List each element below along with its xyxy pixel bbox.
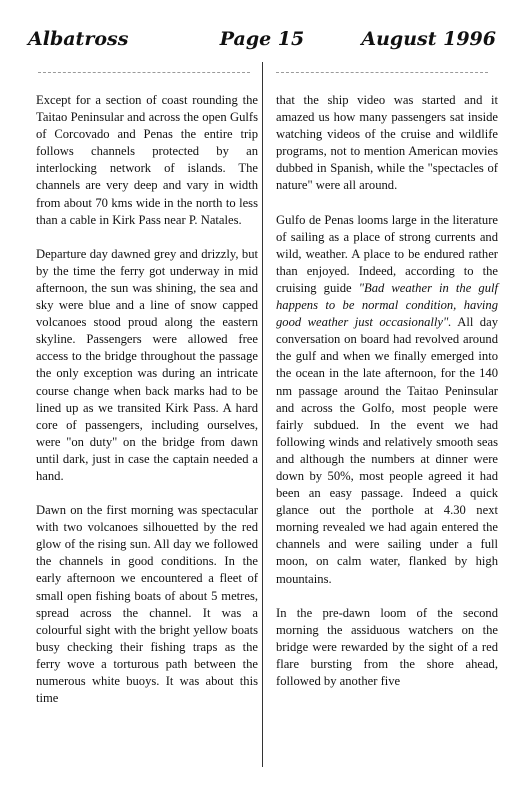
left-paragraph-3: Dawn on the first morning was spectacular with two volcanoes silhouetted by the red glow of the rising sun. All day we followed the channels in good conditions. In the early afternoon we encountered a fleet of small open fishing boats of about 5 metres, spread across the channel. It was a colourful sight with the bright yellow boats busy checking their fishing traps as the ferry wove a torturous path between the numerous white buoys. It was about this time <box>36 503 258 706</box>
left-column <box>36 92 258 707</box>
right-paragraph-3: In the pre-dawn loom of the second morning the assiduous watchers on the bridge were rewarded by the sight of a red flare bursting from the shore ahead, followed by another five <box>276 605 498 688</box>
paragraph-text: Gulfo de Penas looms large in the literature of sailing as a place of strong currents and wild, weather. A place to be endured rather than enjoyed. Indeed, according to the cruising guide <box>276 212 498 295</box>
paragraph-text: All day conversation on board had revolved around the gulf and when we finally emerged into the ocean in the late afternoon, for the 140 nm passage around the Taitao Peninsular and across the Golfo, most people were fairly subdued. In the event we had following winds and relatively smooth seas and although the numbers at dinner were down by 50%, most people agreed it had been an easy passage. Indeed a quick glance out the porthole at 4.30 next morning revealed we had again entered the channels and were sailing under a full moon, on calm water, flanked by high mountains. <box>276 315 498 586</box>
header-divider-left <box>38 72 250 73</box>
column-divider <box>262 62 263 767</box>
right-paragraph-2 <box>276 212 498 588</box>
page-header <box>28 28 496 58</box>
right-paragraph-1: that the ship video was started and it amazed us how many passengers sat inside watching videos of the cruise and wildlife programs, not to mention American movies dubbed in Spanish, while the "spectacles of nature" were all around. <box>276 93 498 193</box>
header-divider-right <box>276 72 488 73</box>
issue-date: August 1996 <box>361 28 496 50</box>
left-paragraph-1: Except for a section of coast rounding the Taitao Peninsular and across the open Gulfs of Corcovado and Penas the entire trip follows channels protected by an interlocking network of islands. The channels are very deep and vary in width from about 70 kms wide in the north to less than a cable in Kirk Pass near P. Natales. <box>36 93 258 227</box>
publication-title: Albatross <box>28 28 129 50</box>
page-number: Page 15 <box>219 28 305 50</box>
right-column <box>276 92 498 690</box>
left-paragraph-2: Departure day dawned grey and drizzly, but by the time the ferry got underway in mid afternoon, the sun was shining, the sea and sky were blue and a line of snow capped volcanoes stood proud along the eastern skyline. Passengers were allowed free access to the bridge throughout the passage the only exception was during an intricate course change when back marks had to be lined up as we transited Kirk Pass. A hard core of passengers, including ourselves, were "on duty" on the bridge from dawn until dark, just in case the captain needed a hand. <box>36 246 258 483</box>
cruising-guide-quote: "Bad weather in the gulf happens to be normal condition, having good weather just occasionally". <box>276 280 498 330</box>
